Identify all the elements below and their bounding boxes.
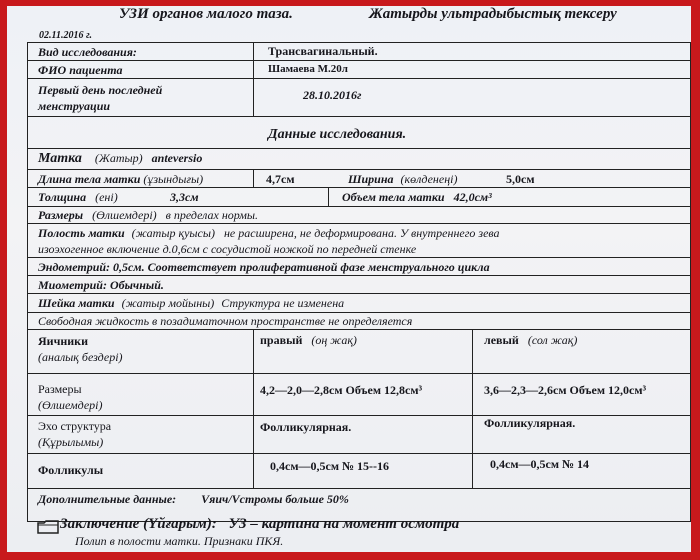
extra-value: Vяич/Vстромы больше 50% <box>201 492 349 506</box>
length-kz: (ұзындығы) <box>143 172 204 186</box>
section-title: Данные исследования. <box>268 127 407 142</box>
volume-value: 42,0см³ <box>453 190 492 204</box>
row-divider <box>28 148 690 149</box>
row-divider <box>28 257 690 258</box>
row-divider <box>28 116 690 117</box>
exam-type-value: Трансвагинальный. <box>268 44 378 58</box>
uterus-label-kz: (Жатыр) <box>94 151 143 165</box>
myometrium: Миометрий: Обычный. <box>38 278 164 292</box>
right-label: правый <box>260 333 303 347</box>
size-label: Размеры <box>38 208 84 222</box>
folder-icon <box>37 520 59 534</box>
extra-row <box>38 492 349 507</box>
col-divider <box>328 187 329 206</box>
ovaries-label: Яичники <box>38 334 89 348</box>
ovary-size-kz: (Өлшемдері) <box>38 398 103 412</box>
left-ovary-size: 3,6—2,3—2,6см Объем 12,0см³ <box>484 383 647 397</box>
thickness-row <box>38 190 118 205</box>
patient-label: ФИО пациента <box>38 63 123 77</box>
lmp-label-2: менструации <box>38 99 111 113</box>
cervix-value: Структура не изменена <box>221 296 345 310</box>
col-divider <box>253 43 254 116</box>
right-echo: Фолликулярная. <box>260 420 352 434</box>
row-divider <box>28 312 690 313</box>
right-follicles: 0,4см—0,5см № 15--16 <box>270 459 390 473</box>
col-divider <box>253 329 254 488</box>
size-row <box>38 208 258 223</box>
uterus-label: Матка <box>38 151 82 166</box>
row-divider <box>28 488 690 489</box>
length-row <box>38 172 203 187</box>
row-divider <box>28 169 690 170</box>
thickness-label: Толщина <box>38 190 87 204</box>
width-label: Ширина <box>348 172 394 186</box>
row-divider <box>28 453 690 454</box>
ovaries-label-kz: (аналық бездері) <box>38 350 123 364</box>
conclusion-label: Заключение (Үйғарым): <box>60 516 217 532</box>
title-kz: Жатырды ультрадыбыстық тексеру <box>369 6 617 22</box>
lmp-label-1: Первый день последней <box>38 83 163 97</box>
row-divider <box>28 275 690 276</box>
row-divider <box>28 373 690 374</box>
cavity-label: Полость матки <box>38 226 125 240</box>
length-label: Длина тела матки <box>38 172 141 186</box>
cavity-value: не расширена, не деформирована. У внутреннего зева <box>223 226 500 240</box>
col-divider <box>253 169 254 188</box>
left-ovary-header <box>484 333 577 348</box>
report-date: 02.11.2016 г. <box>39 30 93 41</box>
report-table <box>27 42 691 522</box>
uterus-position: anteversio <box>151 151 203 165</box>
volume-label: Объем тела матки <box>342 190 445 204</box>
follicles-label: Фолликулы <box>38 463 104 477</box>
uterus-row <box>38 151 202 167</box>
row-divider <box>28 223 690 224</box>
thickness-kz: (ені) <box>95 190 118 204</box>
exam-type-label: Вид исследования: <box>38 45 137 59</box>
patient-value: Шамаева М.20л <box>268 63 348 75</box>
extra-label: Дополнительные данные: <box>38 492 177 506</box>
right-kz: (оң жақ) <box>311 333 357 347</box>
cavity-row <box>38 226 500 241</box>
cervix-label: Шейка матки <box>38 296 115 310</box>
left-label: левый <box>484 333 519 347</box>
ovary-size-label: Размеры <box>38 382 82 396</box>
row-divider <box>28 187 690 188</box>
width-kz: (көлденеңі) <box>400 172 458 186</box>
size-kz: (Өлшемдері) <box>92 208 157 222</box>
size-value: в пределах нормы. <box>165 208 258 222</box>
cavity-value-2: изоэхогенное включение д.0,6см с сосудистой ножкой по передней стенке <box>38 242 417 256</box>
volume-row <box>342 190 492 205</box>
row-divider <box>28 415 690 416</box>
thickness-value: 3,3см <box>170 190 199 204</box>
row-divider <box>28 293 690 294</box>
ultrasound-report-sheet <box>7 6 691 552</box>
cervix-kz: (жатыр мойыны) <box>121 296 215 310</box>
left-follicles: 0,4см—0,5см № 14 <box>490 457 590 471</box>
title-ru: УЗИ органов малого таза. <box>119 6 293 22</box>
free-fluid: Свободная жидкость в позадиматочном пространстве не определяется <box>38 314 413 328</box>
left-kz: (сол жақ) <box>527 333 578 347</box>
endometrium: Эндометрий: 0,5см. Соответствует пролиферативной фазе менструального цикла <box>38 260 490 274</box>
right-ovary-size: 4,2—2,0—2,8см Объем 12,8см³ <box>260 383 423 397</box>
lmp-value: 28.10.2016г <box>303 88 362 102</box>
conclusion-row <box>60 516 459 533</box>
col-divider <box>472 329 473 488</box>
row-divider <box>28 60 690 61</box>
row-divider <box>28 329 690 330</box>
row-divider <box>28 78 690 79</box>
width-value: 5,0см <box>506 172 535 186</box>
echo-kz: (Құрылымы) <box>38 435 104 449</box>
width-row <box>348 172 457 187</box>
right-ovary-header <box>260 333 357 348</box>
cavity-kz: (жатыр қуысы) <box>131 226 215 240</box>
conclusion-value: УЗ – картина на момент осмотра <box>228 516 460 532</box>
conclusion-line-2: Полип в полости матки. Признаки ПКЯ. <box>75 534 284 548</box>
left-echo: Фолликулярная. <box>484 416 576 430</box>
cervix-row <box>38 296 344 311</box>
row-divider <box>28 206 690 207</box>
echo-label: Эхо структура <box>38 419 112 433</box>
length-value: 4,7см <box>266 172 295 186</box>
